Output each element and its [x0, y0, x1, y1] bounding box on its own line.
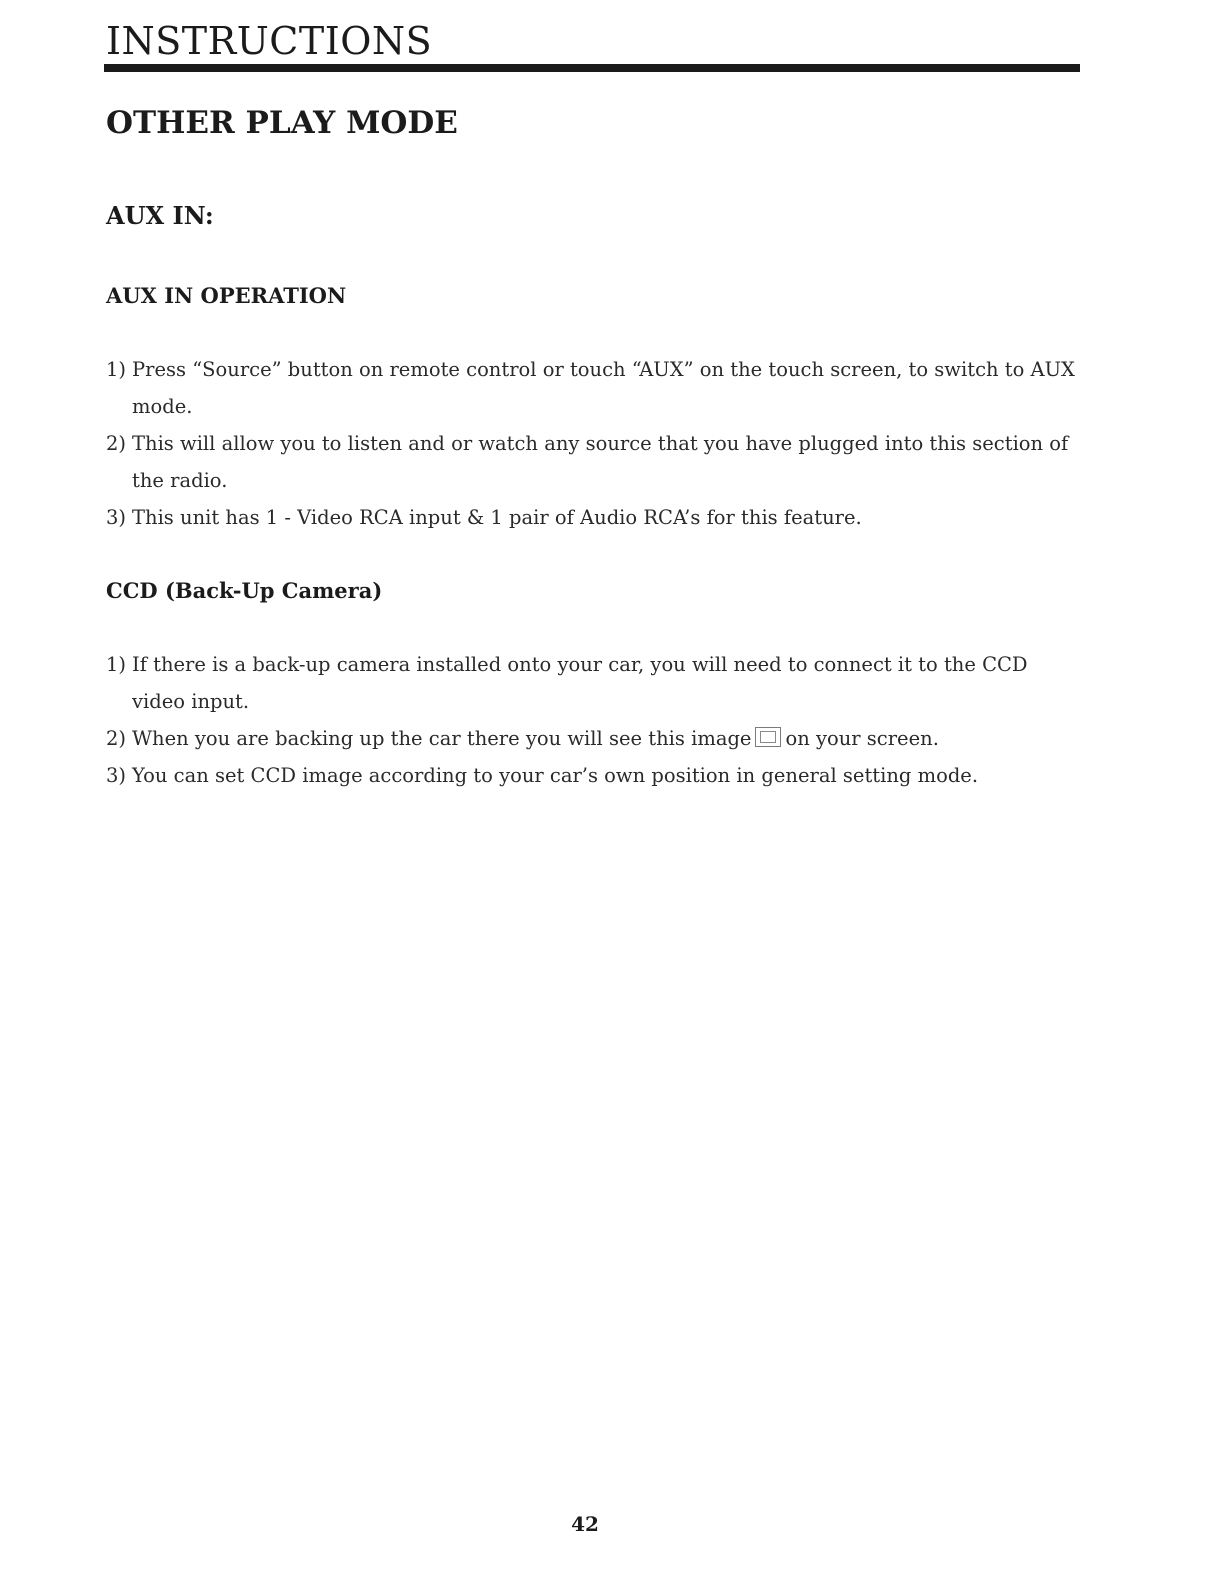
step-number: 2)	[106, 432, 127, 455]
ccd-steps-list	[106, 646, 1086, 794]
ccd-heading: CCD (Back-Up Camera)	[106, 578, 383, 603]
list-item	[106, 646, 1086, 720]
list-item	[106, 351, 1086, 425]
step-number: 1)	[106, 653, 127, 676]
page-title: INSTRUCTIONS	[106, 19, 433, 63]
list-item	[106, 499, 1086, 536]
aux-in-heading: AUX IN:	[106, 201, 214, 230]
step-text: You can set CCD image according to your car’s own position in general setting mode.	[132, 764, 979, 787]
list-item	[106, 720, 1086, 757]
step-text: If there is a back-up camera installed onto your car, you will need to connect it to the CCD video input.	[132, 653, 1028, 713]
step-number: 2)	[106, 727, 127, 750]
step-text: Press “Source” button on remote control or touch “AUX” on the touch screen, to switch to AUX mode.	[132, 358, 1075, 418]
list-item	[106, 757, 1086, 794]
step-text: This will allow you to listen and or watch any source that you have plugged into this section of the radio.	[132, 432, 1069, 492]
list-item	[106, 425, 1086, 499]
step-text: This unit has 1 - Video RCA input & 1 pair of Audio RCA’s for this feature.	[132, 506, 862, 529]
aux-steps-list	[106, 351, 1086, 536]
step-number: 1)	[106, 358, 127, 381]
step-number: 3)	[106, 764, 127, 787]
step-text-after: on your screen.	[785, 727, 939, 750]
step-text-before: When you are backing up the car there you will see this image	[132, 727, 752, 750]
title-rule	[104, 64, 1080, 72]
camera-image-icon	[755, 727, 781, 747]
page-number: 42	[571, 1512, 599, 1536]
aux-operation-heading: AUX IN OPERATION	[106, 283, 347, 308]
section-title: OTHER PLAY MODE	[106, 105, 458, 141]
step-number: 3)	[106, 506, 127, 529]
